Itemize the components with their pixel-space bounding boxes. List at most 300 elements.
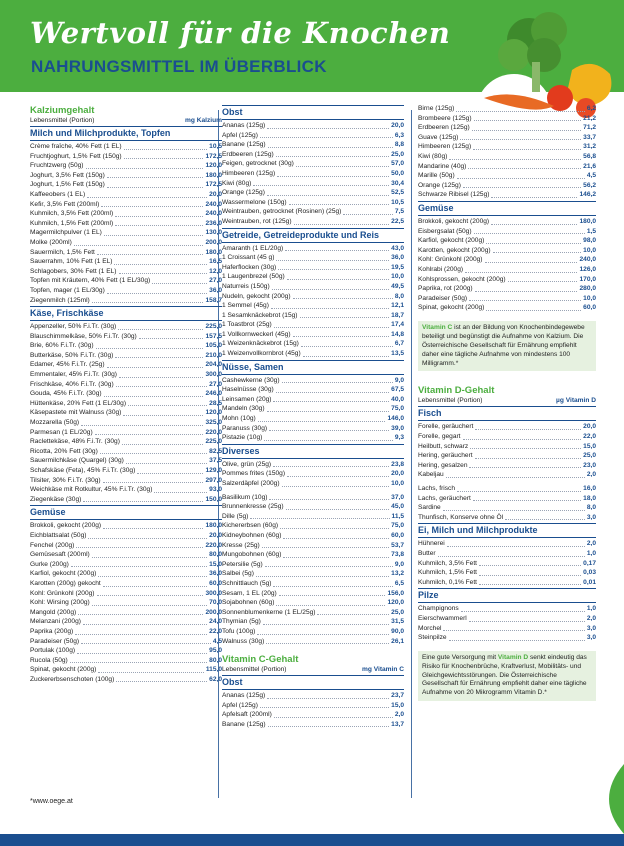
- food-value: 15,0: [391, 701, 404, 709]
- food-value: 23,8: [391, 460, 404, 468]
- food-name: Butter: [418, 549, 436, 557]
- food-name: Weintrauben, getrocknet (Rosinen) (25g): [222, 208, 342, 216]
- table-row: [222, 188, 404, 198]
- dot-leader: [276, 392, 389, 393]
- dot-leader: [123, 415, 203, 416]
- food-value: 120,0: [205, 162, 222, 170]
- food-name: Schnittlauch (5g): [222, 579, 272, 587]
- food-name: Eichblattsalat (50g): [30, 531, 87, 539]
- food-name: Käsepastete mit Walnuss (30g): [30, 409, 122, 417]
- food-value: 180,0: [579, 217, 596, 225]
- food-value: 60,0: [391, 531, 404, 539]
- table-row: [30, 228, 222, 238]
- food-name: 1 Sesamknäckebrot (15g): [222, 311, 298, 319]
- food-value: 2,0: [586, 614, 596, 622]
- table-row: [418, 633, 596, 643]
- food-name: Kohl: Grünkohl (200g): [30, 589, 95, 597]
- food-name: Kohl: Wirsing (200g): [30, 599, 90, 607]
- dot-leader: [250, 518, 389, 519]
- food-name: Karotten, gekocht (200g): [418, 246, 491, 254]
- dot-leader: [267, 411, 390, 412]
- food-name: Melanzani (200g): [30, 618, 81, 626]
- food-value: 60,0: [209, 579, 222, 587]
- table-row: [30, 142, 222, 152]
- dot-leader: [81, 425, 203, 426]
- category-heading: Gemüse: [30, 505, 222, 520]
- portion-label: Lebensmittel (Portion): [418, 397, 483, 405]
- category-heading: Fisch: [418, 406, 596, 421]
- portion-label: Lebensmittel (Portion): [30, 117, 95, 124]
- table-row: [30, 428, 222, 438]
- food-value: 18,7: [391, 311, 404, 319]
- table-row: [30, 521, 222, 531]
- dot-leader: [282, 486, 390, 487]
- food-value: 3,0: [586, 634, 596, 642]
- table-row: [222, 550, 404, 560]
- food-value: 57,0: [391, 160, 404, 168]
- table-row: [30, 476, 222, 486]
- food-name: Fruchtzwerg (50g): [30, 162, 84, 170]
- table-row: [418, 470, 596, 480]
- food-value: 36,0: [209, 570, 222, 578]
- food-value: 43,0: [391, 244, 404, 252]
- dot-leader: [71, 566, 207, 567]
- table-row: [418, 513, 596, 523]
- column-subheader: [418, 396, 596, 405]
- food-value: 246,0: [205, 390, 222, 398]
- food-name: Himbeeren (125g): [222, 169, 276, 177]
- food-value: 82,5: [209, 447, 222, 455]
- table-row: [30, 380, 222, 390]
- food-value: 21,2: [583, 114, 596, 122]
- vitamin-c-note: [418, 321, 596, 372]
- food-name: Mozzarella (50g): [30, 419, 80, 427]
- food-name: Haselnüsse (30g): [222, 386, 274, 394]
- food-name: Sardine: [418, 504, 441, 512]
- dot-leader: [88, 538, 207, 539]
- food-name: Hühnerei: [418, 540, 445, 548]
- food-name: Petersilie (5g): [222, 560, 263, 568]
- table-row: [222, 121, 404, 131]
- category-heading: Käse, Frischkäse: [30, 306, 222, 321]
- food-value: 325,0: [205, 419, 222, 427]
- food-name: Mungobohnen (60g): [222, 551, 282, 559]
- dot-leader: [463, 439, 582, 440]
- food-value: 6,3: [394, 131, 404, 139]
- dot-leader: [265, 566, 393, 567]
- table-row: [30, 351, 222, 361]
- dot-leader: [107, 177, 204, 178]
- table-row: [222, 376, 404, 386]
- table-row: [30, 152, 222, 162]
- dot-leader: [272, 289, 390, 290]
- dot-leader: [269, 430, 389, 431]
- table-row: [30, 437, 222, 447]
- dot-leader: [269, 499, 389, 500]
- table-row: [30, 646, 222, 656]
- dot-leader: [446, 477, 585, 478]
- food-value: 15,0: [209, 560, 222, 568]
- food-name: Molke (200ml): [30, 238, 72, 246]
- food-name: Karfiol, gekocht (200g): [418, 237, 485, 245]
- table-row: [222, 433, 404, 443]
- dot-leader: [115, 225, 203, 226]
- dot-leader: [283, 538, 389, 539]
- food-name: Kidneybohnen (60g): [222, 531, 282, 539]
- table-row: [222, 637, 404, 647]
- dot-leader: [456, 111, 585, 112]
- food-value: 75,0: [391, 522, 404, 530]
- food-value: 62,0: [209, 675, 222, 683]
- food-name: Kiwi (80g): [418, 152, 448, 160]
- dot-leader: [276, 156, 389, 157]
- dot-leader: [264, 440, 393, 441]
- food-name: Kohlrabi (200g): [418, 265, 464, 273]
- table-row: [30, 286, 222, 296]
- dot-leader: [449, 159, 581, 160]
- food-name: Marille (50g): [418, 172, 455, 180]
- dot-leader: [75, 634, 207, 635]
- food-value: 158,7: [205, 296, 222, 304]
- food-name: Topfen mit Kräutern, 40% Fett (1 EL/30g): [30, 277, 151, 285]
- table-row: [222, 579, 404, 589]
- dot-leader: [98, 576, 207, 577]
- table-row: [30, 200, 222, 210]
- dot-leader: [457, 178, 585, 179]
- food-value: 225,0: [205, 438, 222, 446]
- food-name: Kohl: Grünkohl (200g): [418, 256, 483, 264]
- food-value: 220,0: [205, 428, 222, 436]
- food-value: 170,0: [579, 275, 596, 283]
- food-value: 95,0: [209, 647, 222, 655]
- table-row: [222, 460, 404, 470]
- food-value: 25,0: [583, 452, 596, 460]
- food-name: Schwarze Ribisel (125g): [418, 191, 490, 199]
- unit-label: mg Kalzium: [184, 117, 222, 124]
- dot-leader: [283, 557, 389, 558]
- dot-leader: [266, 643, 389, 644]
- dot-leader: [479, 584, 581, 585]
- food-value: 24,0: [209, 618, 222, 626]
- table-row: [30, 541, 222, 551]
- food-value: 105,0: [205, 342, 222, 350]
- category-heading: Milch und Milchprodukte, Topfen: [30, 126, 222, 141]
- food-name: Olive, grün (25g): [222, 460, 272, 468]
- dot-leader: [152, 283, 207, 284]
- table-row: [30, 190, 222, 200]
- dot-leader: [293, 336, 390, 337]
- food-name: Paprika, rot (200g): [418, 285, 473, 293]
- dot-leader: [296, 166, 389, 167]
- food-name: Nudeln, gekocht (200g): [222, 292, 291, 300]
- food-value: 14,8: [391, 330, 404, 338]
- dot-leader: [449, 640, 585, 641]
- table-row: [222, 414, 404, 424]
- table-row: [222, 179, 404, 189]
- food-name: Joghurt, 3,5% Fett (150g): [30, 171, 105, 179]
- table-row: [222, 560, 404, 570]
- food-name: Ricotta, 20% Fett (30g): [30, 447, 98, 455]
- food-name: Brokkoli, gekocht (200g): [30, 522, 102, 530]
- table-row: [418, 484, 596, 494]
- dot-leader: [262, 547, 389, 548]
- food-value: 156,0: [387, 589, 404, 597]
- dot-leader: [468, 168, 581, 169]
- food-name: Lachs, frisch: [418, 484, 456, 492]
- dot-leader: [253, 185, 389, 186]
- food-value: 8,8: [394, 141, 404, 149]
- column-3: [418, 104, 596, 701]
- food-name: Ananas (125g): [222, 692, 266, 700]
- dot-leader: [473, 149, 581, 150]
- food-name: Kefir, 3,5% Fett (200ml): [30, 200, 100, 208]
- food-value: 240,0: [205, 200, 222, 208]
- dot-leader: [70, 662, 207, 663]
- table-row: [222, 701, 404, 711]
- dot-leader: [95, 434, 204, 435]
- food-name: Sonnenblumenkerne (1 EL/25g): [222, 608, 316, 616]
- food-name: Banane (125g): [222, 141, 266, 149]
- food-name: Fruchtjoghurt, 1,5% Fett (150g): [30, 152, 122, 160]
- dot-leader: [273, 466, 389, 467]
- food-value: 240,0: [579, 256, 596, 264]
- food-name: Kuhmilch, 3,5% Fett (200ml): [30, 210, 114, 218]
- dot-leader: [287, 476, 389, 477]
- table-row: [30, 447, 222, 457]
- table-row: [30, 399, 222, 409]
- note-highlight: Vitamin C: [422, 323, 453, 331]
- dot-leader: [267, 195, 389, 196]
- food-value: 26,1: [391, 637, 404, 645]
- dot-leader: [268, 147, 393, 148]
- food-name: Mohn (10g): [222, 415, 256, 423]
- table-row: [222, 598, 404, 608]
- food-name: Zuckererbsenschoten (100g): [30, 675, 115, 683]
- food-value: 200,0: [205, 238, 222, 246]
- dot-leader: [260, 137, 393, 138]
- food-name: Salbei (5g): [222, 570, 254, 578]
- food-name: Pommes frites (150g): [222, 470, 286, 478]
- food-value: 25,0: [391, 150, 404, 158]
- table-row: [222, 531, 404, 541]
- dot-leader: [114, 264, 207, 265]
- vitamin-d-section: [418, 385, 596, 642]
- table-row: [222, 627, 404, 637]
- food-name: Kuhmilch, 0,1% Fett: [418, 578, 478, 586]
- table-row: [222, 479, 404, 489]
- vitamin-d-note: [418, 651, 596, 702]
- food-value: 7,5: [394, 208, 404, 216]
- table-row: [222, 330, 404, 340]
- food-value: 16,0: [583, 484, 596, 492]
- dot-leader: [103, 528, 203, 529]
- dot-leader: [115, 357, 203, 358]
- table-row: [222, 617, 404, 627]
- table-row: [30, 276, 222, 286]
- dot-leader: [100, 453, 207, 454]
- food-name: Paranuss (30g): [222, 424, 268, 432]
- food-value: 80,0: [209, 551, 222, 559]
- dot-leader: [300, 317, 390, 318]
- dot-leader: [274, 327, 389, 328]
- food-value: 20,0: [209, 531, 222, 539]
- dot-leader: [469, 467, 581, 468]
- food-name: Gouda, 45% F.i.Tr. (30g): [30, 390, 102, 398]
- table-row: [30, 560, 222, 570]
- table-row: [418, 568, 596, 578]
- food-name: Sesam, 1 EL (20g): [222, 589, 277, 597]
- table-row: [222, 691, 404, 701]
- food-value: 33,7: [583, 133, 596, 141]
- food-name: Thymian (5g): [222, 618, 261, 626]
- category-heading: Diverses: [222, 444, 404, 459]
- dot-leader: [491, 197, 577, 198]
- food-value: 53,7: [391, 541, 404, 549]
- dot-leader: [77, 653, 207, 654]
- food-value: 10,0: [391, 273, 404, 281]
- food-value: 157,5: [205, 332, 222, 340]
- food-value: 129,0: [205, 467, 222, 474]
- food-name: Weichkäse mit Rotkultur, 45% F.i.Tr. (30g): [30, 486, 153, 494]
- food-name: Kuhmilch, 3,5% Fett: [418, 559, 478, 567]
- food-value: 75,0: [391, 405, 404, 413]
- dot-leader: [74, 245, 204, 246]
- food-value: 172,5: [205, 181, 222, 189]
- food-value: 93,0: [209, 486, 222, 494]
- food-name: Joghurt, 1,5% Fett (150g): [30, 181, 105, 189]
- table-row: [222, 349, 404, 359]
- food-value: 236,0: [205, 219, 222, 227]
- table-row: [222, 608, 404, 618]
- table-row: [418, 451, 596, 461]
- dot-leader: [465, 272, 577, 273]
- food-value: 297,0: [205, 476, 222, 484]
- food-name: 1 Croissant (45 g): [222, 254, 275, 262]
- table-row: [222, 244, 404, 254]
- food-name: Sauermilchkäse (Quargel) (30g): [30, 457, 124, 465]
- table-row: [222, 541, 404, 551]
- dot-leader: [317, 614, 389, 615]
- table-row: [30, 209, 222, 219]
- column-subheader: [30, 116, 222, 125]
- food-value: 25,0: [391, 608, 404, 616]
- food-value: 3,0: [586, 624, 596, 632]
- dot-leader: [301, 346, 393, 347]
- dot-leader: [475, 458, 582, 459]
- dot-leader: [472, 130, 581, 131]
- food-value: 22,5: [391, 217, 404, 225]
- food-name: Paradeiser (50g): [30, 637, 80, 645]
- food-value: 130,0: [205, 229, 222, 237]
- category-heading: Ei, Milch und Milchprodukte: [418, 523, 596, 538]
- dot-leader: [286, 509, 390, 510]
- dot-leader: [473, 500, 581, 501]
- food-name: Edamer, 45% F.i.Tr. (25g): [30, 361, 105, 369]
- dot-leader: [92, 557, 207, 558]
- dot-leader: [343, 214, 392, 215]
- table-row: [418, 190, 596, 200]
- food-value: 9,3: [394, 434, 404, 442]
- note-highlight: Vitamin D: [497, 653, 529, 661]
- food-value: 20,0: [391, 470, 404, 478]
- table-row: [222, 512, 404, 522]
- dot-leader: [278, 269, 389, 270]
- table-row: [418, 236, 596, 246]
- food-name: Portulak (100g): [30, 647, 76, 655]
- food-value: 300,0: [205, 589, 222, 597]
- food-value: 9,0: [394, 376, 404, 384]
- food-value: 8,0: [394, 292, 404, 300]
- food-value: 18,0: [583, 494, 596, 502]
- food-name: Weintrauben, rot (125g): [222, 217, 292, 225]
- dot-leader: [457, 491, 581, 492]
- food-name: Brie, 60% F.i.Tr. (30g): [30, 342, 94, 350]
- food-value: 240,0: [205, 210, 222, 218]
- page-title: Wertvoll für die Knochen: [30, 16, 451, 50]
- food-name: Apfelsaft (200ml): [222, 711, 272, 719]
- food-value: 15,0: [583, 442, 596, 450]
- food-value: 225,0: [205, 323, 222, 331]
- table-row: [30, 341, 222, 351]
- dot-leader: [263, 624, 389, 625]
- dot-leader: [461, 611, 585, 612]
- food-value: 10,0: [391, 480, 404, 487]
- category-heading: Gemüse: [418, 201, 596, 216]
- food-name: Kaffeeobers (1 EL): [30, 190, 86, 198]
- dot-leader: [116, 386, 207, 387]
- dot-leader: [479, 565, 581, 566]
- food-value: 200,0: [205, 608, 222, 616]
- food-name: Walnuss (30g): [222, 637, 265, 645]
- table-row: [418, 123, 596, 133]
- food-name: Guave (125g): [418, 133, 459, 141]
- food-name: Kresse (25g): [222, 541, 260, 549]
- table-row: [30, 370, 222, 380]
- table-row: [222, 217, 404, 227]
- dot-leader: [107, 367, 204, 368]
- food-value: 11,5: [391, 512, 404, 520]
- table-row: [418, 494, 596, 504]
- food-value: 6,7: [394, 340, 404, 348]
- food-value: 10,5: [209, 143, 222, 150]
- food-value: 115,0: [205, 666, 222, 674]
- dot-leader: [293, 298, 393, 299]
- food-value: 30,4: [391, 179, 404, 187]
- food-value: 31,2: [583, 143, 596, 151]
- dot-leader: [124, 149, 208, 150]
- corner-decoration: [584, 764, 624, 834]
- table-row: [222, 424, 404, 434]
- table-row: [418, 559, 596, 569]
- table-row: [418, 171, 596, 181]
- food-name: Karfiol, gekocht (200g): [30, 570, 97, 578]
- food-value: 19,5: [391, 263, 404, 271]
- table-row: [222, 253, 404, 263]
- dot-leader: [276, 605, 385, 606]
- food-value: 210,0: [205, 351, 222, 359]
- food-value: 52,5: [391, 189, 404, 197]
- table-row: [222, 159, 404, 169]
- table-row: [30, 389, 222, 399]
- food-name: Haferflocken (30g): [222, 263, 277, 271]
- table-row: [418, 432, 596, 442]
- food-value: 180,0: [205, 171, 222, 179]
- table-row: [418, 181, 596, 191]
- dot-leader: [475, 429, 581, 430]
- table-row: [418, 133, 596, 143]
- dot-leader: [447, 546, 585, 547]
- table-row: [222, 311, 404, 321]
